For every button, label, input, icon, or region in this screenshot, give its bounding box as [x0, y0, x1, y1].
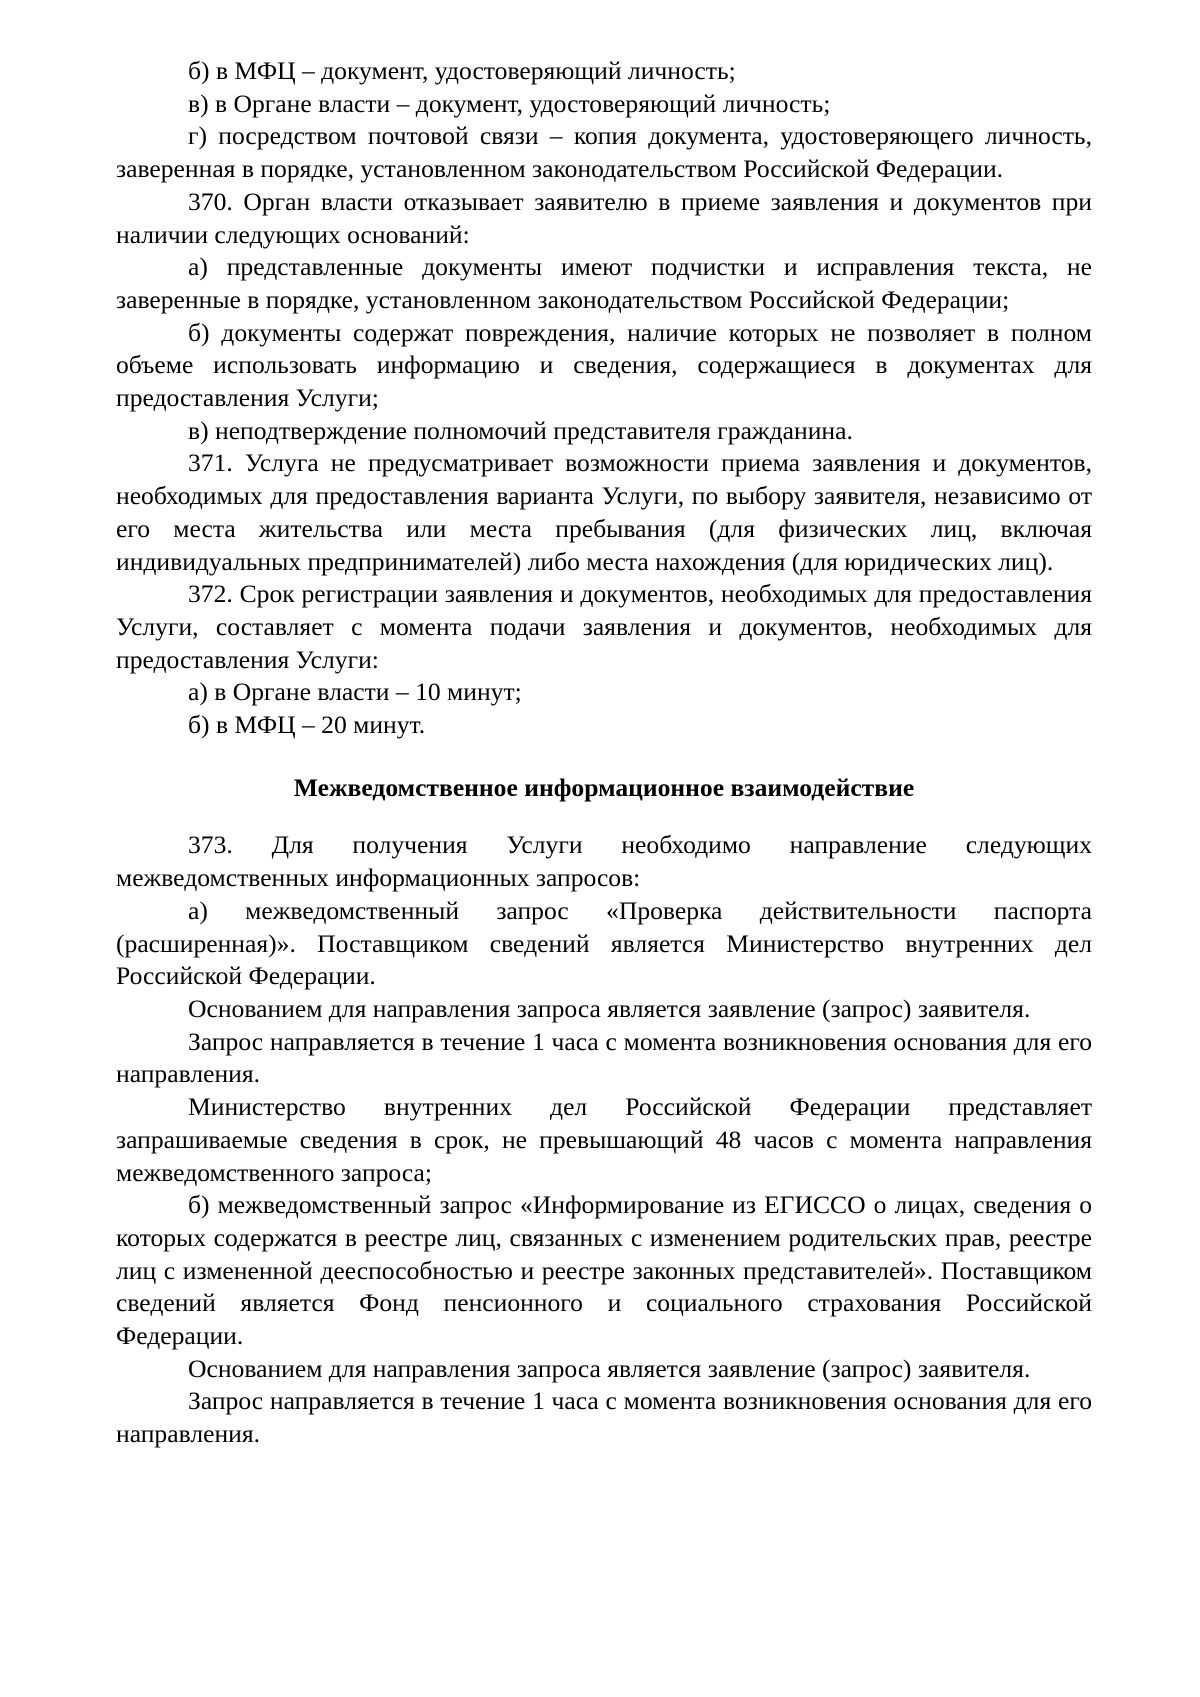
paragraph-timing-1: Запрос направляется в течение 1 часа с момента возникновения основания для его направления. — [116, 1026, 1092, 1089]
list-item-v-authority: в) в Органе власти – документ, удостоверяющий личность; — [188, 88, 831, 118]
paragraph-370: 370. Орган власти отказывает заявителю в приеме заявления и документов при наличии следующих оснований: — [116, 186, 1092, 249]
list-item-v-authority-unconfirmed: в) неподтверждение полномочий представителя гражданина. — [188, 415, 853, 445]
section-heading: Межведомственное информационное взаимодействие — [293, 772, 915, 802]
list-item-a-10-minutes: а) в Органе власти – 10 минут; — [188, 677, 522, 707]
list-item-a-passport-check: а) межведомственный запрос «Проверка действительности паспорта (расширенная)». Поставщиком сведений является Министерство внутренних дел Российской Федерации. — [116, 895, 1092, 991]
paragraph-timing-2: Запрос направляется в течение 1 часа с момента возникновения основания для его направления. — [116, 1386, 1092, 1449]
list-item-b-mfc: б) в МФЦ – документ, удостоверяющий личность; — [188, 56, 736, 85]
list-item-b-damage: б) документы содержат повреждения, наличие которых не позволяет в полном объеме использовать информацию и сведения, содержащиеся в документах для предоставления Услуги; — [116, 317, 1092, 413]
paragraph-371: 371. Услуга не предусматривает возможности приема заявления и документов, необходимых для предоставления варианта Услуги, по выбору заявителя, независимо от его места жительства или места пребывания (для физических лиц, включая индивидуальных предпринимателей) либо места нахождения (для юридических лиц). — [116, 448, 1092, 576]
list-item-b-egisso: б) межведомственный запрос «Информирование из ЕГИССО о лицах, сведения о которых содержатся в реестре лиц, связанных с изменением родительских прав, реестре лиц с измененной дееспособностью и реестре законных представителей». Поставщиком сведений является Фонд пенсионного и социального страхования Российской Федерации. — [116, 1190, 1092, 1351]
paragraph-basis-1: Основанием для направления запроса является заявление (запрос) заявителя. — [188, 993, 1031, 1023]
list-item-b-20-minutes: б) в МФЦ – 20 минут. — [188, 710, 426, 740]
paragraph-basis-2: Основанием для направления запроса является заявление (запрос) заявителя. — [188, 1353, 1031, 1383]
list-item-a-corrections: а) представленные документы имеют подчистки и исправления текста, не заверенные в порядке, установленном законодательством Российской Федерации; — [116, 252, 1092, 314]
paragraph-372: 372. Срок регистрации заявления и документов, необходимых для предоставления Услуги, составляет с момента подачи заявления и документов, необходимых для предоставления Услуги: — [116, 579, 1092, 674]
list-item-g-postal: г) посредством почтовой связи – копия документа, удостоверяющего личность, заверенная в порядке, установленном законодательством Российской Федерации. — [116, 121, 1092, 184]
paragraph-373: 373. Для получения Услуги необходимо направление следующих межведомственных информационных запросов: — [116, 830, 1092, 893]
paragraph-mvd-response: Министерство внутренних дел Российской Федерации представляет запрашиваемые сведения в срок, не превышающий 48 часов с момента направления межведомственного запроса; — [116, 1092, 1092, 1187]
